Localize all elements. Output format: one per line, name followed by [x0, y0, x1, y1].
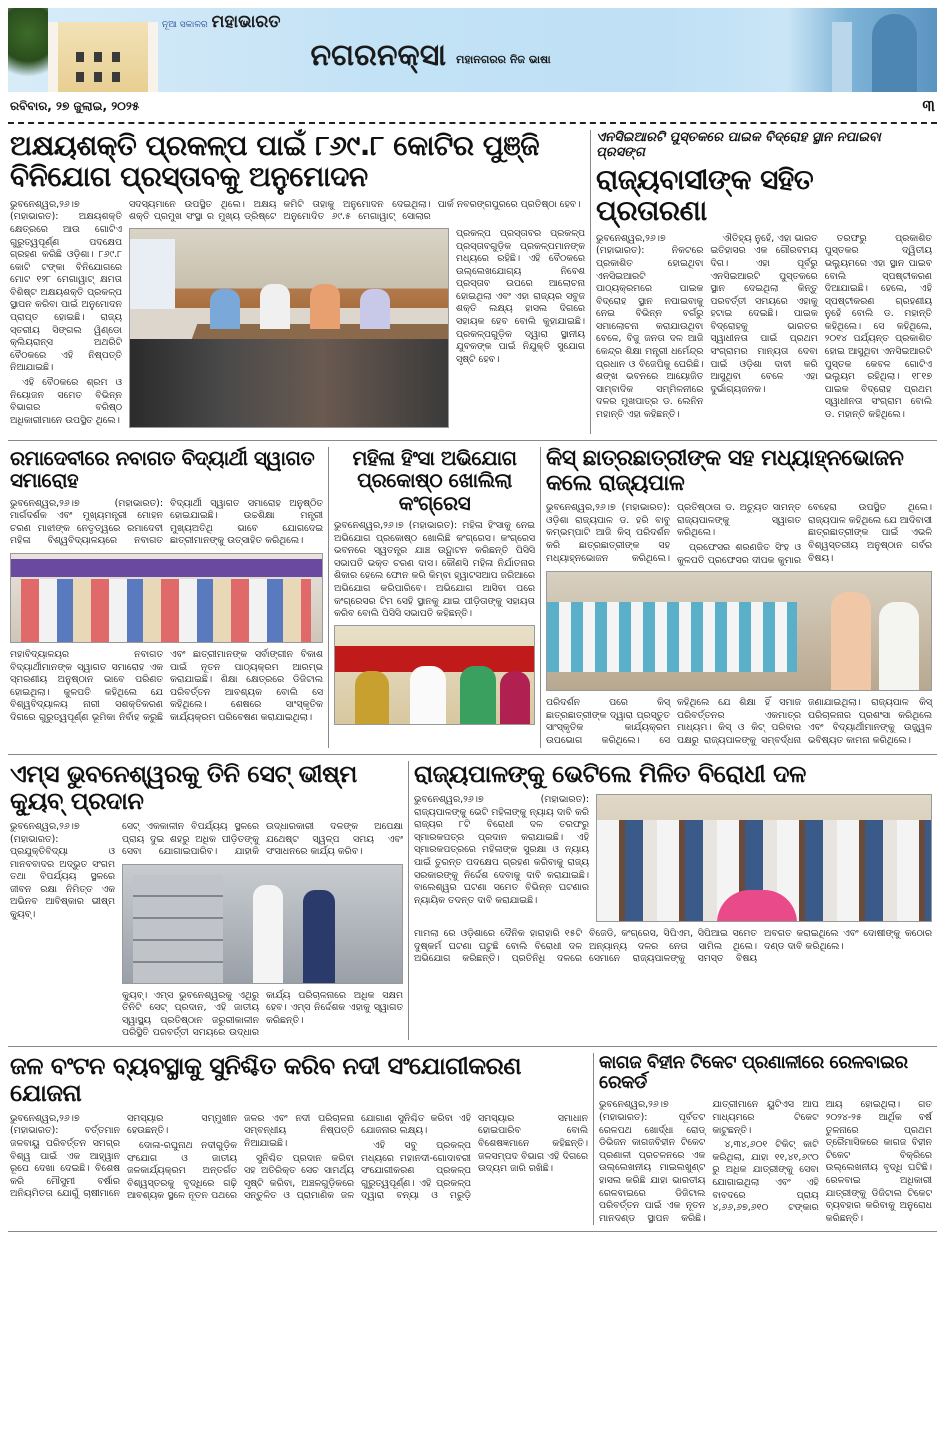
headline: ଜଳ ବଂଟନ ବ୍ୟବସ୍ଥାକୁ ସୁନିଶ୍ଚିତ କରିବ ନଦୀ ସଂଯୋଗୀକରଣ ଯୋଜନା: [10, 1052, 522, 1107]
paragraph: ଭୁବନେଶ୍ୱର,୨୬।୭ (ମହାଭାରତ): ରାଜ୍ୟପାଳଙ୍କୁ ଭେଟି ମହିଳାଙ୍କୁ ନ୍ୟାୟ ଦାବି କରି ରାଜ୍ୟର ୮ଟି ବିରୋଧୀ ଦଳ ତରଫରୁ ସ୍ମାରକପତ୍ର ପ୍ରଦାନ କରାଯାଇଛି। ଏହି ସ୍ମାରକପତ୍ରରେ ମହିଳାଙ୍କ ସୁରକ୍ଷା ଓ ନ୍ୟାୟ ପାଇଁ ତୁରନ୍ତ ପଦକ୍ଷେପ ଗ୍ରହଣ କରିବାକୁ ରାଜ୍ୟ ସରକାରଙ୍କୁ ନିର୍ଦ୍ଦେଶ ଦେବାକୁ ଦାବି କରାଯାଇଛି। ବାଲେଶ୍ୱର ଘଟଣା ସମେତ ବିଭିନ୍ନ ଘଟଣାର ନ୍ୟାୟିକ ତଦନ୍ତ ଦାବି କରାଯାଇଛି।: [414, 794, 589, 906]
meeting-photo: [129, 228, 449, 428]
headline-line: ମହିଳା ହିଂସା ଅଭିଯୋଗ: [352, 445, 517, 470]
article-body: [129, 199, 585, 224]
paragraph: ଏହି ସବୁ ପ୍ରକଳ୍ପ ମଧ୍ୟରେ ମହାନଦୀ-ଗୋଦାବରୀ ସଂଯୋଗୀକରଣ ପ୍ରକଳ୍ପ ଗୁରୁତ୍ୱପୂର୍ଣ୍ଣ। ଏହି ପ୍ରକଳ୍ପ ଦ୍ୱାରା ବନ୍ୟା ଓ ମରୁଡ଼ି ସମସ୍ୟାର ସମାଧାନ ହୋଇପାରିବ ବୋଲି ବିଶେଷଜ୍ଞମାନେ କହିଛନ୍ତି। ଜଳସମ୍ପଦ ବିଭାଗ ଏହି ଦିଗରେ ଉଦ୍ୟମ ଜାରି ରଖିଛି।: [361, 1112, 588, 1202]
kicker: ଏନସିଇଆରଟି ପୁସ୍ତକରେ ପାଇକ ବିଦ୍ରୋହ ସ୍ଥାନ ନପାଇବା ପ୍ରସଙ୍ଗ: [596, 130, 881, 160]
article-body: [10, 1113, 588, 1203]
article-body: [414, 928, 932, 966]
paragraph: ୪,୩୪,୬୦୧ ଟିକିଟ୍ କାଟି କରିଥିଲା, ଯାହା ୧୧,୪୧,୬୯୦ ରୁ ଅଧିକ ଯାତ୍ରୀଙ୍କୁ ସେବା ଯୋଗାଇଥିଲା ଏବଂ ଏହି ବାବଦରେ ପ୍ରାୟ ୪,୬୬,୬୭,୬୧୦ ଟଙ୍କାର ଆୟ ହୋଇଥିଲା। ଗତ ୨୦୨୪-୨୫ ଆର୍ଥିକ ବର୍ଷ ତୁଳନାରେ ପ୍ରଥମ ତ୍ରୈମାସିକରେ କାଗଜ ବିହୀନ ଟିକେଟ ବିକ୍ରିରେ ଉଲ୍ଲେଖନୀୟ ବୃଦ୍ଧି ଘଟିଛି। ରେଳବାଇ ଅଧିକାରୀ ଯାତ୍ରୀଙ୍କୁ ଡିଜିଟାଲ ଟିକେଟ ବ୍ୟବହାର କରିବାକୁ ଅନୁରୋଧ କରିଛନ୍ତି।: [712, 1099, 932, 1224]
paragraph: ସଦସ୍ୟମାନେ ଉପସ୍ଥିତ ଥିଲେ। ଅକ୍ଷୟ ଶକ୍ତି ପ୍ରମୁଖ ସଂସ୍ଥା ର ମୁଖ୍ୟ ଡ୍ରିଷ୍ଟେ କମିଟି ତାହାକୁ ଅନୁମୋଦନ ଦେଇଥିଲା। ଅନୁମୋଦିତ ୬୯.୫ ମେଗାୱାଟ୍ ସୋଲାର ପାର୍କ ନବରଙ୍ଗପୁରରେ ପ୍ରତିଷ୍ଠା ହେବ।: [129, 198, 581, 223]
paragraph: ମାମଲା ରେ ଓଡ଼ିଶାରେ ଦୈନିକ ହାରାହାରି ୧୫ଟି ଦୁଷ୍କର୍ମ ଘଟଣା ଘଟୁଛି ବୋଲି ବିରୋଧୀ ଦଳ ଅଭିଯୋଗ କରିଛନ୍ତି। ପ୍ରତିନିଧି ଦଳରେ ବିଜେଡି, କଂଗ୍ରେସ, ସିପିଏମ, ସିପିଆଇ ସମେତ ଅନ୍ୟାନ୍ୟ ଦଳର ନେତା ସାମିଲ ଥିଲେ। ସେମାନେ ରାଜ୍ୟପାଳଙ୍କୁ ସମସ୍ତ ବିଷୟ ଅବଗତ କରାଇଥିଲେ ଏବଂ ଦୋଷୀଙ୍କୁ କଠୋର ଦଣ୍ଡ ଦାବି କରିଥିଲେ।: [414, 928, 932, 965]
section-title-group: [280, 8, 787, 73]
news-row: [8, 447, 937, 755]
article-body: [122, 990, 403, 1040]
paragraph: ଭୁବନେଶ୍ୱର,୨୬।୭ (ମହାଭାରତ): ମାର୍ଗଦର୍ଶକ ଏବଂ ମୁଖ୍ୟମନ୍ତ୍ରୀ ମୋହନ ଚରଣ ମାଝୀଙ୍କ ନେତୃତ୍ୱରେ ରମାଦେବୀ ମହିଳା ବିଶ୍ୱବିଦ୍ୟାଳୟରେ ନବାଗତ ବିଦ୍ୟାର୍ଥୀ ସ୍ୱାଗତ ସମାରୋହ ଅନୁଷ୍ଠିତ ହୋଇଯାଇଛି। ଉଚ୍ଚଶିକ୍ଷା ମନ୍ତ୍ରୀ ମୁଖ୍ୟଅତିଥି ଭାବେ ଯୋଗଦେଇ ଛାତ୍ରୀମାନଙ୍କୁ ଉତ୍ସାହିତ କରିଥିଲେ।: [10, 497, 323, 547]
paragraph: କ୍ୟୁବ୍। ଏମ୍ସ ଭୁବନେଶ୍ୱରକୁ ଏଥିରୁ ତିନିଟି ସେଟ୍ ପ୍ରଦାନ, ଏହି ଜାତୀୟ ସ୍ୱାସ୍ଥ୍ୟ ପ୍ରତିଷ୍ଠାନ ଜରୁରୀକାଳୀନ ପରିସ୍ଥିତି ପରବର୍ତ୍ତୀ ସମୟରେ ଉଦ୍ଧାର କାର୍ଯ୍ୟ ପରିଚାଳନାରେ ଅଧିକ ସକ୍ଷମ ହେବ। ଏମ୍ସ ନିର୍ଦ୍ଦେଶକ ଏହାକୁ ସ୍ୱାଗତ କରିଛନ୍ତି।: [122, 989, 403, 1039]
article-body: [10, 649, 323, 726]
paragraph: ପରିଦର୍ଶନ ପରେ କିସ୍ ଛାତ୍ରଛାତ୍ରୀଙ୍କ ଦ୍ୱାରା ପ୍ରସ୍ତୁତ ସାଂସ୍କୃତିକ କାର୍ଯ୍ୟକ୍ରମ ଉପଭୋଗ କରିଥିଲେ। ସେ କହିଥିଲେ ଯେ ଶିକ୍ଷା ହିଁ ସମାଜ ପରିବର୍ତ୍ତନର ଏକମାତ୍ର ମାଧ୍ୟମ। କିସ୍ ଓ କିଟ୍ ପରିବାର ପକ୍ଷରୁ ରାଜ୍ୟପାଳଙ୍କୁ ସମ୍ବର୍ଦ୍ଧନା ଜଣାଯାଇଥିଲା। ରାଜ୍ୟପାଳ କିସ୍ ପରିଚାଳନାର ପ୍ରଶଂସା କରିଥିଲେ ଏବଂ ବିଦ୍ୟାର୍ଥୀମାନଙ୍କୁ ଉଜ୍ଜ୍ୱଳ ଭବିଷ୍ୟତ କାମନା କରିଥିଲେ।: [546, 697, 932, 746]
article: [590, 130, 937, 434]
bhishma-cube-photo: [122, 864, 403, 984]
paragraph: ସେଟ୍ ଏକକାଳୀନ ବିପର୍ଯ୍ୟୟ ସ୍ଥଳରେ ପ୍ରାୟ ଦୁଇ ଶହରୁ ଅଧିକ ପୀଡ଼ିତଙ୍କୁ ସେବା ଯୋଗାଇପାରିବ। ଯାହାକି ଉଦ୍ଧାରକାରୀ ଦଳଙ୍କ ଅପେକ୍ଷା ଯଥେଷ୍ଟ ସ୍ୱଳ୍ପ ସମୟ ଏବଂ ସଂସାଧନରେ କାର୍ଯ୍ୟ କରିବ।: [122, 820, 403, 858]
headline: କାଗଜ ବିହୀନ ଟିକେଟ ପ୍ରଣାଳୀରେ ରେଳବାଇର ରେକର୍ଡ: [599, 1052, 908, 1094]
headline: ରାଜ୍ୟବାସୀଙ୍କ ସହିତ ପ୍ରତାରଣା: [596, 163, 814, 228]
article-body: [414, 794, 589, 928]
section-tagline: ମହାନଗରର ନିଜ ଭାଷା: [456, 53, 551, 66]
article: [593, 1053, 937, 1225]
article-body: [596, 233, 932, 422]
news-row: [8, 1053, 937, 1232]
headline: ରମାଦେବୀରେ ନବାଗତ ବିଦ୍ୟାର୍ଥୀ ସ୍ୱାଗତ ସମାରୋହ: [10, 445, 315, 493]
article-body: [10, 199, 122, 434]
tree-illustration: [8, 8, 48, 92]
article-body: [546, 502, 932, 567]
article-body: [599, 1099, 932, 1225]
paragraph: ଭୁବନେଶ୍ୱର,୨୬।୭ (ମହାଭାରତ): ବର୍ତ୍ତମାନ ଜଳବାୟୁ ପରିବର୍ତ୍ତନ ସମଗ୍ର ବିଶ୍ୱ ପାଇଁ ଏକ ଆହ୍ୱାନ ରୂପେ ଦେଖା ଦେଇଛି। ବିଶେଷ କରି ମୌସୁମୀ ବର୍ଷାର ଅନିୟମିତତା ଯୋଗୁଁ ଚାଷୀମାନେ ସମସ୍ୟାର ସମ୍ମୁଖୀନ ହେଉଛନ୍ତି।: [10, 1112, 237, 1200]
masthead-banner: [8, 8, 937, 92]
dateline: [8, 92, 937, 120]
page-number: ୩: [922, 96, 935, 115]
article: [8, 447, 328, 748]
newspaper-logo: ମହାଭାରତ: [211, 12, 281, 32]
headline: ଏମ୍ସ ଭୁବନେଶ୍ୱରକୁ ତିନି ସେଟ୍ ଭୀଷ୍ମ କ୍ୟୁବ୍ ପ୍ରଦାନ: [10, 760, 357, 816]
article: [8, 130, 590, 434]
article-body: [10, 821, 115, 1040]
headline: ଅକ୍ଷୟଶକ୍ତି ପ୍ରକଳ୍ପ ପାଇଁ ୮୬୯.୮ କୋଟିର ପୁଞ୍ଜି ବିନିଯୋଗ ପ୍ରସ୍ତାବକୁ ଅନୁମୋଦନ: [10, 129, 540, 194]
paragraph: ଭୁବନେଶ୍ୱର,୨୬।୭ (ମହାଭାରତ): ପୂର୍ବତଟ ରେଳପଥ ଖୋର୍ଦ୍ଧା ରୋଡ୍ ଡିଭିଜନ କାଗଜବିହୀନ ଟିକେଟ ପ୍ରଣାଳୀ ପ୍ରଚଳନରେ ଏକ ଉଲ୍ଲେଖନୀୟ ମାଇଲଖୁଣ୍ଟ ହାସଲ କରିଛି ଯାହା ଭାରତୀୟ ରେଳବାଇରେ ଡିଜିଟାଲ ପରିବର୍ତ୍ତନ ପାଇଁ ଏକ ନୂତନ ମାନଦଣ୍ଡ ସ୍ଥାପନ କରିଛି। ଯାତ୍ରୀମାନେ ୟୁଟିଏସ ଆପ ମାଧ୍ୟମରେ ଟିକେଟ କାଟୁଛନ୍ତି।: [599, 1099, 819, 1224]
article-body: [334, 520, 535, 621]
headline: ରାଜ୍ୟପାଳଙ୍କୁ ଭେଟିଲେ ମିଳିତ ବିରୋଧୀ ଦଳ: [414, 760, 806, 789]
logo-group: [158, 8, 280, 32]
section-title: ନଗରନକ୍ସା: [310, 38, 447, 73]
headline: [334, 447, 535, 514]
logo-subtext: ନୂଆ ସକାଳର: [162, 20, 208, 30]
news-row: [8, 761, 937, 1047]
article-body: [546, 697, 932, 748]
issue-date: ରବିବାର, ୨୭ ଜୁଲାଇ, ୨୦୨୫: [10, 98, 140, 113]
article-body: [10, 498, 323, 549]
news-row: [8, 130, 937, 441]
headline: କିସ୍ ଛାତ୍ରଛାତ୍ରୀଙ୍କ ସହ ମଧ୍ୟାହ୍ନଭୋଜନ କଲେ ରାଜ୍ୟପାଳ: [546, 445, 904, 496]
article: [408, 761, 937, 1040]
opposition-delegation-photo: [596, 794, 932, 922]
article: [328, 447, 540, 748]
article-body: [122, 821, 403, 860]
article: [8, 761, 408, 1040]
paragraph: ଭୁବନେଶ୍ୱର,୨୬।୭ (ମହାଭାରତ): ପ୍ରଯୁକ୍ତିବିଦ୍ୟା ଓ ମାନବବାଦର ଅଦ୍ଭୁତ ସଂଗମ ତଥା ବିପର୍ଯ୍ୟୟ ସ୍ଥଳରେ ଜୀବନ ରକ୍ଷା ନିମିତ୍ତ ଏକ ଅଭିନବ ଆବିଷ୍କାର ଭୀଷ୍ମ କ୍ୟୁବ୍।: [10, 820, 115, 921]
press-conference-photo: [334, 625, 535, 725]
paragraph: ଐତିହ୍ୟ ନୁହେଁ, ଏହା ଭାରତ ଇତିହାସର ଏକ ଗୌରବମୟ ଦିଗ। ଏହା ପୂର୍ବରୁ ଏନସିଇଆରଟି ପୁସ୍ତକରେ ସ୍ଥାନ ଦେଇଥିଲା କିନ୍ତୁ ପରବର୍ତ୍ତୀ ସମୟରେ ଏହାକୁ ହଟାଇ ଦେଇଛି। ପାଇକ ବିଦ୍ରୋହକୁ ଭାରତର ସ୍ୱାଧୀନତା ପାଇଁ ପ୍ରଥମ ସଂଗ୍ରାମର ମାନ୍ୟତା ଦେବା ପାଇଁ ଓଡ଼ିଶା ଦାବୀ କରି ଆସୁଥିବା ବେଳେ ଏହା ଦୁର୍ଭାଗ୍ୟଜନକ।: [710, 232, 818, 395]
article-body: [456, 228, 585, 434]
paragraph: ଭୁବନେଶ୍ୱର,୨୬।୭ (ମହାଭାରତ): ଅକ୍ଷୟଶକ୍ତି କ୍ଷେତ୍ରରେ ଆଉ ଗୋଟିଏ ଗୁରୁତ୍ୱପୂର୍ଣ୍ଣ ପଦକ୍ଷେପ ଗ୍ରହଣ କରିଛି ଓଡ଼ିଶା। ୮୬୯.୮ କୋଟି ଟଙ୍କା ବିନିଯୋଗରେ ମୋଟ ୧୨୮ ମେଗାୱାଟ୍ କ୍ଷମତା ବିଶିଷ୍ଟ ଅକ୍ଷୟଶକ୍ତି ପ୍ରକଳ୍ପ ସ୍ଥାପନ କରିବା ପାଇଁ ଅନୁମୋଦନ ପ୍ରାପ୍ତ ହୋଇଛି। ରାଜ୍ୟ ସ୍ତରୀୟ ସିଙ୍ଗଲ ୱିଣ୍ଡୋ କ୍ଲିୟରାନ୍ସ ଅଥରିଟି ବୈଠକରେ ଏହି ନିଷ୍ପତ୍ତି ନିଆଯାଇଛି।: [10, 198, 122, 374]
divider: [8, 122, 937, 124]
paragraph: ସୁନିଶ୍ଚିତ ପ୍ରଦାନ କରିବା ସହ ଅତିରିକ୍ତ ସେଚ ସାମର୍ଥ୍ୟ ସୃଷ୍ଟି କରିବା, ଅଞ୍ଚଳଗୁଡ଼ିକରେ ସନ୍ତୁଳିତ ଓ ପ୍ରାମାଣିକ ଜଳ ଯୋଗାଣ ସୁନିଶ୍ଚିତ କରିବା ଏହି ଯୋଜନାର ଲକ୍ଷ୍ୟ।: [244, 1112, 471, 1202]
paragraph: ଭୁବନେଶ୍ୱର,୨୬।୭ (ମହାଭାରତ): ଓଡ଼ିଶା ରାଜ୍ୟପାଳ ଡ. ହରି ବାବୁ କମ୍ଭମ୍ପାଟି ଆଜି କିସ୍ ପରିଦର୍ଶନ କରି ଛାତ୍ରଛାତ୍ରୀଙ୍କ ସହ ମଧ୍ୟାହ୍ନଭୋଜନ କରିଥିଲେ। ପ୍ରତିଷ୍ଠାତା ଡ. ଅଚ୍ୟୁତ ସାମନ୍ତ ରାଜ୍ୟପାଳଙ୍କୁ ସ୍ୱାଗତ କରିଥିଲେ।: [546, 502, 801, 564]
article: [8, 1053, 593, 1225]
paragraph: ଏହି ବୈଠକରେ ଶ୍ରମ ଓ ନିୟୋଜନ ସମେତ ବିଭିନ୍ନ ବିଭାଗର ବରିଷ୍ଠ ଅଧିକାରୀମାନେ ଉପସ୍ଥିତ ଥିଲେ।: [10, 377, 122, 426]
paragraph: ଦୋଳା-ରଘୁନାଥ ନଦୀଗୁଡ଼ିକ ସଂଯୋଗ ଓ ଜାତୀୟ ଜଳକାର୍ଯ୍ୟକ୍ରମ ଅନ୍ତର୍ଗତ ବିଶ୍ୱସ୍ତରକୁ ବୃଦ୍ଧିରେ ଗଢ଼ି ଆବଶ୍ୟକ ସ୍ଥଳେ ନୂତନ ପଥରେ ଜଳର ଏବଂ ନଦୀ ପରିଚାଳନା ସମ୍ବନ୍ଧୀୟ ନିଷ୍ପତ୍ତି ନିଆଯାଇଛି।: [127, 1112, 354, 1202]
temple-illustration: [787, 8, 937, 92]
paragraph: ମହାବିଦ୍ୟାଳୟର ନବାଗତ ବିଦ୍ୟାର୍ଥୀମାନଙ୍କ ସ୍ୱାଗତ ସମାରୋହ ଏକ ସ୍ମରଣୀୟ ଅନୁଷ୍ଠାନ ଭାବେ ପରିଣତ ହୋଇଥିଲା। କୁଳପତି କହିଥିଲେ ଯେ ବିଶ୍ୱବିଦ୍ୟାଳୟ ନାରୀ ସଶକ୍ତିକରଣ ଦିଗରେ ଗୁରୁତ୍ୱପୂର୍ଣ୍ଣ ଭୂମିକା ନିର୍ବାହ କରୁଛି ଏବଂ ଛାତ୍ରୀମାନଙ୍କ ସର୍ବାଙ୍ଗୀନ ବିକାଶ ପାଇଁ ନୂତନ ପାଠ୍ୟକ୍ରମ ଆରମ୍ଭ କରାଯାଇଛି। ଶିକ୍ଷା କ୍ଷେତ୍ରରେ ଡିଜିଟାଲ ପରିବର୍ତ୍ତନ ଆବଶ୍ୟକ ବୋଲି ସେ କହିଥିଲେ। ଶେଷରେ ସାଂସ୍କୃତିକ କାର୍ଯ୍ୟକ୍ରମ ପରିବେଷଣ କରାଯାଇଥିଲା।: [10, 649, 323, 724]
paragraph: ପ୍ରକଳ୍ପ ପ୍ରସ୍ତାବର ପ୍ରକଳ୍ପ ପ୍ରସ୍ତାବଗୁଡ଼ିକ ପ୍ରକଳ୍ପମାନଙ୍କ ମଧ୍ୟରେ ରହିଛି। ଏହି ବୈଠକରେ ଉଲ୍ଲେଖଯୋଗ୍ୟ ନିବେଶ ପ୍ରସ୍ତାବ ଉପରେ ଆଲୋଚନା ହୋଇଥିଲା ଏବଂ ଏହା ରାଜ୍ୟର ସବୁଜ ଶକ୍ତି ଲକ୍ଷ୍ୟ ହାସଲ ଦିଗରେ ସହାୟକ ହେବ ବୋଲି କୁହାଯାଇଛି। ପ୍ରକଳ୍ପଗୁଡ଼ିକ ଦ୍ୱାରା ସ୍ଥାନୀୟ ଯୁବକଙ୍କ ପାଇଁ ନିଯୁକ୍ତି ସୁଯୋଗ ସୃଷ୍ଟି ହେବ।: [456, 227, 585, 365]
headline-line: ପ୍ରକୋଷ୍ଠ ଖୋଲିଲା କଂଗ୍ରେସ: [357, 468, 512, 515]
ceremony-photo: [10, 553, 323, 643]
paragraph: ତରଫରୁ ପ୍ରକାଶିତ ପୁସ୍ତକର ଦ୍ୱିତୀୟ ଭଲ୍ୟୁମରେ ଏହା ସ୍ଥାନ ପାଇବ ବୋଲି ସ୍ପଷ୍ଟୀକରଣ ଦିଆଯାଇଛି। ହେଲେ, ଏହି ସ୍ପଷ୍ଟୀକରଣ ଗ୍ରହଣୀୟ ନୁହେଁ ବୋଲି ଡ. ମହାନ୍ତି କହିଥିଲେ। ସେ କହିଥିଲେ, ୨୦୧୪ ପର୍ଯ୍ୟନ୍ତ ପ୍ରକାଶିତ ହୋଇ ଆସୁଥିବା ଏନସିଇଆରଟି ପୁସ୍ତକ କେବଳ ଗୋଟିଏ ଭଲ୍ୟୁମ ରହିଥିଲା। ୧୮୧୭ ପାଇକ ବିଦ୍ରୋହ ପ୍ରଥମ ସ୍ୱାଧୀନତା ସଂଗ୍ରାମ ବୋଲି ଡ. ମହାନ୍ତି କହିଥିଲେ।: [824, 232, 932, 421]
article: [540, 447, 937, 748]
paragraph: ଭୁବନେଶ୍ୱର,୨୬।୭ (ମହାଭାରତ): ନିକଟରେ ପ୍ରକାଶିତ ହୋଇଥିବା ଏନସିଇଆରଟି ପାଠ୍ୟକ୍ରମରେ ପାଇକ ବିଦ୍ରୋହ ସ୍ଥାନ ନପାଇବାକୁ ନେଇ ବିଭିନ୍ନ ବର୍ଗରୁ ସମାଲୋଚନା କରାଯାଉଥିବା ବେଳେ, ବିଜୁ ଜନତା ଦଳ ଆଜି କେନ୍ଦ୍ର ଶିକ୍ଷା ମନ୍ତ୍ରୀ ଧର୍ମେନ୍ଦ୍ର ପ୍ରଧାନ ଓ ବିଜେପିକୁ ଘେରିଛି। ଶଙ୍ଖ ଭବନରେ ଆୟୋଜିତ ସାମ୍ବାଦିକ ସମ୍ମିଳନୀରେ ଦଳର ମୁଖପାତ୍ର ଡ. ଲେନିନ ମହାନ୍ତି ଏହା କହିଛନ୍ତି।: [596, 232, 704, 421]
paragraph: ଭୁବନେଶ୍ୱର,୨୬।୭ (ମହାଭାରତ): ମହିଳା ହିଂସାକୁ ନେଇ ଅଭିଯୋଗ ପ୍ରକୋଷ୍ଠ ଖୋଲିଛି କଂଗ୍ରେସ। କଂଗ୍ରେସ ଭବନରେ ସ୍ୱତନ୍ତ୍ର ଯାଞ୍ଚ ଉଦ୍ଘାଟନ କରିଛନ୍ତି ପିସିସି ସଭାପତି ଭକ୍ତ ଚରଣ ଦାସ। କୌଣସି ମହିଳା ନିର୍ଯାତନାର ଶିକାର ହେଲେ ଫୋନ କରି କିମ୍ବା ହ୍ୱାଟସଆପ ଜରିଆରେ ଅଭିଯୋଗ କରିପାରିବେ। ଅଭିଯୋଗ ଆସିବା ପରେ କଂଗ୍ରେସର ଟିମ ସେହି ସ୍ଥାନକୁ ଯାଇ ପୀଡ଼ିତାଙ୍କୁ ସହାୟତା କରିବ ବୋଲି ପିସିସି ସଭାପତି କହିଛନ୍ତି।: [334, 520, 535, 620]
paragraph: ପ୍ରଫେସର ଶରଣଜିତ ସିଂହ ଓ କୁଳପତି ପ୍ରଫେସର ଦୀପକ କୁମାର ବେହେରା ଉପସ୍ଥିତ ଥିଲେ। ରାଜ୍ୟପାଳ କହିଥିଲେ ଯେ ଆଦିବାସୀ ଛାତ୍ରଛାତ୍ରୀଙ୍କ ପାଇଁ ଏଭଳି ବିଶ୍ୱସ୍ତରୀୟ ଅନୁଷ୍ଠାନ ଗର୍ବର ବିଷୟ।: [677, 502, 932, 566]
building-illustration: [48, 22, 158, 92]
governor-lunch-photo: [546, 571, 932, 691]
